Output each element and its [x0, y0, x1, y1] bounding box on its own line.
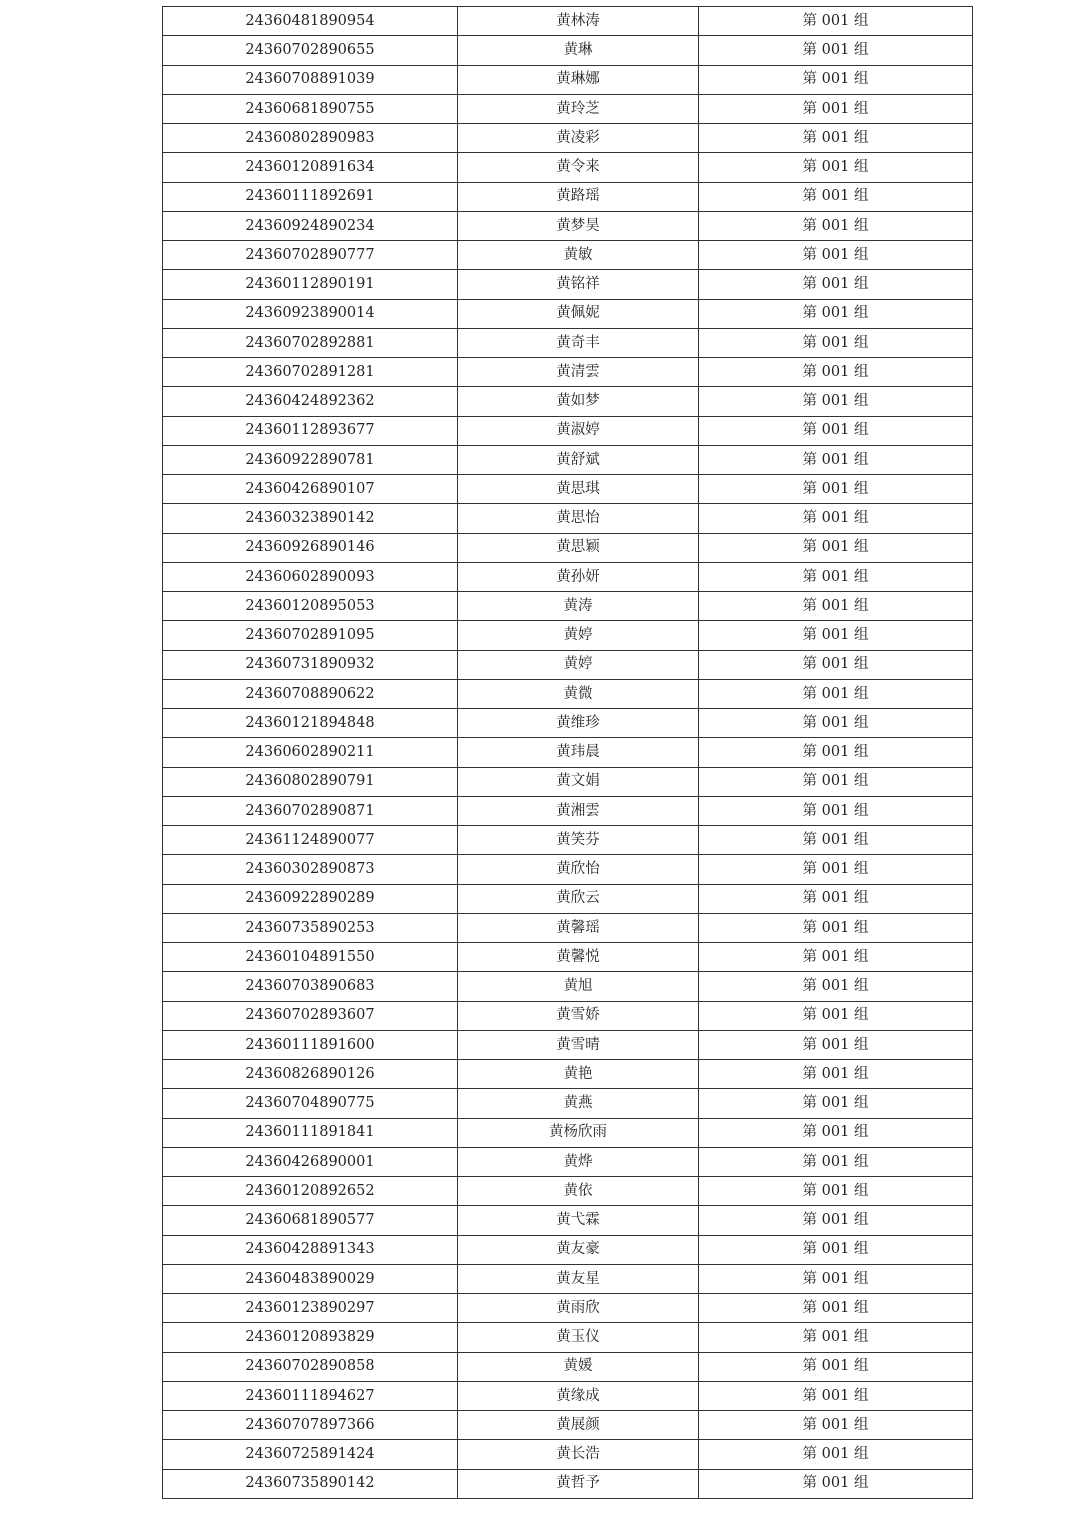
- table-row: [163, 1352, 973, 1381]
- group-cell: 第 001 组: [699, 153, 973, 182]
- table-row: [163, 621, 973, 650]
- candidate-name-cell: 黄馨瑶: [458, 913, 699, 942]
- group-cell: 第 001 组: [699, 387, 973, 416]
- candidate-name-cell: 黄敏: [458, 241, 699, 270]
- group-cell: 第 001 组: [699, 650, 973, 679]
- candidate-id-cell: 24360302890873: [163, 855, 458, 884]
- group-cell: 第 001 组: [699, 475, 973, 504]
- candidate-id-cell: 24360923890014: [163, 299, 458, 328]
- group-cell: 第 001 组: [699, 504, 973, 533]
- table-row: [163, 1147, 973, 1176]
- candidate-id-cell: 24360926890146: [163, 533, 458, 562]
- table-row: [163, 1177, 973, 1206]
- candidate-name-cell: 黄依: [458, 1177, 699, 1206]
- group-cell: 第 001 组: [699, 7, 973, 36]
- roster-table-body: [163, 7, 973, 1499]
- group-cell: 第 001 组: [699, 884, 973, 913]
- candidate-id-cell: 24360702890871: [163, 796, 458, 825]
- candidate-name-cell: 黄孙妍: [458, 562, 699, 591]
- candidate-id-cell: 24360323890142: [163, 504, 458, 533]
- table-row: [163, 1060, 973, 1089]
- candidate-name-cell: 黄微: [458, 679, 699, 708]
- group-cell: 第 001 组: [699, 562, 973, 591]
- candidate-id-cell: 24360426890001: [163, 1147, 458, 1176]
- table-row: [163, 1411, 973, 1440]
- group-cell: 第 001 组: [699, 1235, 973, 1264]
- group-cell: 第 001 组: [699, 738, 973, 767]
- table-row: [163, 241, 973, 270]
- group-cell: 第 001 组: [699, 709, 973, 738]
- candidate-name-cell: 黄弋霖: [458, 1206, 699, 1235]
- table-row: [163, 299, 973, 328]
- table-row: [163, 1323, 973, 1352]
- candidate-id-cell: 24360922890781: [163, 445, 458, 474]
- table-row: [163, 36, 973, 65]
- candidate-name-cell: 黄舒斌: [458, 445, 699, 474]
- candidate-id-cell: 24360704890775: [163, 1089, 458, 1118]
- group-cell: 第 001 组: [699, 182, 973, 211]
- candidate-name-cell: 黄琳娜: [458, 65, 699, 94]
- candidate-name-cell: 黄雪娇: [458, 1001, 699, 1030]
- candidate-name-cell: 黄琳: [458, 36, 699, 65]
- group-cell: 第 001 组: [699, 1030, 973, 1059]
- table-row: [163, 358, 973, 387]
- group-cell: 第 001 组: [699, 358, 973, 387]
- candidate-id-cell: 24360428891343: [163, 1235, 458, 1264]
- table-row: [163, 943, 973, 972]
- table-row: [163, 94, 973, 123]
- candidate-id-cell: 24360481890954: [163, 7, 458, 36]
- candidate-id-cell: 24360112890191: [163, 270, 458, 299]
- table-row: [163, 7, 973, 36]
- group-cell: 第 001 组: [699, 1177, 973, 1206]
- candidate-name-cell: 黄铭祥: [458, 270, 699, 299]
- candidate-id-cell: 24360731890932: [163, 650, 458, 679]
- table-row: [163, 153, 973, 182]
- candidate-name-cell: 黄维珍: [458, 709, 699, 738]
- candidate-name-cell: 黄馨悦: [458, 943, 699, 972]
- candidate-name-cell: 黄奇丰: [458, 328, 699, 357]
- candidate-id-cell: 24360602890093: [163, 562, 458, 591]
- candidate-name-cell: 黄烨: [458, 1147, 699, 1176]
- table-row: [163, 387, 973, 416]
- candidate-id-cell: 24360702891095: [163, 621, 458, 650]
- group-cell: 第 001 组: [699, 241, 973, 270]
- candidate-name-cell: 黄艳: [458, 1060, 699, 1089]
- candidate-id-cell: 24360111891600: [163, 1030, 458, 1059]
- candidate-name-cell: 黄笑芬: [458, 826, 699, 855]
- table-row: [163, 562, 973, 591]
- table-row: [163, 592, 973, 621]
- table-row: [163, 1469, 973, 1498]
- candidate-id-cell: 24360924890234: [163, 211, 458, 240]
- candidate-id-cell: 24360702891281: [163, 358, 458, 387]
- candidate-id-cell: 24360123890297: [163, 1294, 458, 1323]
- candidate-id-cell: 24360826890126: [163, 1060, 458, 1089]
- table-row: [163, 767, 973, 796]
- group-cell: 第 001 组: [699, 124, 973, 153]
- table-row: [163, 1001, 973, 1030]
- document-page: [162, 6, 972, 1499]
- table-row: [163, 709, 973, 738]
- candidate-id-cell: 24360735890142: [163, 1469, 458, 1498]
- table-row: [163, 1264, 973, 1293]
- candidate-name-cell: 黄林涛: [458, 7, 699, 36]
- candidate-name-cell: 黄涛: [458, 592, 699, 621]
- candidate-id-cell: 24360702893607: [163, 1001, 458, 1030]
- table-row: [163, 475, 973, 504]
- table-row: [163, 270, 973, 299]
- candidate-name-cell: 黄欣怡: [458, 855, 699, 884]
- group-cell: 第 001 组: [699, 1294, 973, 1323]
- candidate-name-cell: 黄友豪: [458, 1235, 699, 1264]
- candidate-id-cell: 24360111894627: [163, 1381, 458, 1410]
- group-cell: 第 001 组: [699, 796, 973, 825]
- candidate-id-cell: 24360112893677: [163, 416, 458, 445]
- candidate-id-cell: 24360120895053: [163, 592, 458, 621]
- table-row: [163, 826, 973, 855]
- group-cell: 第 001 组: [699, 1352, 973, 1381]
- group-cell: 第 001 组: [699, 1118, 973, 1147]
- group-cell: 第 001 组: [699, 855, 973, 884]
- candidate-name-cell: 黄玮晨: [458, 738, 699, 767]
- table-row: [163, 124, 973, 153]
- candidate-name-cell: 黄展颜: [458, 1411, 699, 1440]
- group-cell: 第 001 组: [699, 1381, 973, 1410]
- candidate-id-cell: 24360735890253: [163, 913, 458, 942]
- candidate-id-cell: 24360111891841: [163, 1118, 458, 1147]
- candidate-name-cell: 黄玲芝: [458, 94, 699, 123]
- table-row: [163, 328, 973, 357]
- group-cell: 第 001 组: [699, 1060, 973, 1089]
- group-cell: 第 001 组: [699, 1089, 973, 1118]
- group-cell: 第 001 组: [699, 943, 973, 972]
- table-row: [163, 1440, 973, 1469]
- table-row: [163, 1235, 973, 1264]
- table-row: [163, 211, 973, 240]
- group-cell: 第 001 组: [699, 416, 973, 445]
- candidate-id-cell: 24360725891424: [163, 1440, 458, 1469]
- table-row: [163, 738, 973, 767]
- group-cell: 第 001 组: [699, 94, 973, 123]
- group-cell: 第 001 组: [699, 1001, 973, 1030]
- group-cell: 第 001 组: [699, 767, 973, 796]
- group-cell: 第 001 组: [699, 1440, 973, 1469]
- group-cell: 第 001 组: [699, 270, 973, 299]
- group-cell: 第 001 组: [699, 1323, 973, 1352]
- table-row: [163, 796, 973, 825]
- candidate-name-cell: 黄玉仪: [458, 1323, 699, 1352]
- table-row: [163, 1118, 973, 1147]
- candidate-name-cell: 黄杨欣雨: [458, 1118, 699, 1147]
- table-row: [163, 913, 973, 942]
- group-cell: 第 001 组: [699, 1469, 973, 1498]
- table-row: [163, 1089, 973, 1118]
- candidate-name-cell: 黄雨欣: [458, 1294, 699, 1323]
- candidate-name-cell: 黄雪晴: [458, 1030, 699, 1059]
- candidate-id-cell: 24360702890655: [163, 36, 458, 65]
- candidate-name-cell: 黄令来: [458, 153, 699, 182]
- candidate-id-cell: 24360424892362: [163, 387, 458, 416]
- candidate-name-cell: 黄媛: [458, 1352, 699, 1381]
- candidate-id-cell: 24360120893829: [163, 1323, 458, 1352]
- group-cell: 第 001 组: [699, 972, 973, 1001]
- candidate-id-cell: 24360708890622: [163, 679, 458, 708]
- candidate-id-cell: 24360702890858: [163, 1352, 458, 1381]
- candidate-name-cell: 黄路瑶: [458, 182, 699, 211]
- candidate-id-cell: 24360708891039: [163, 65, 458, 94]
- group-cell: 第 001 组: [699, 211, 973, 240]
- group-cell: 第 001 组: [699, 36, 973, 65]
- candidate-name-cell: 黄婷: [458, 650, 699, 679]
- candidate-name-cell: 黄淑婷: [458, 416, 699, 445]
- table-row: [163, 416, 973, 445]
- candidate-id-cell: 24360120891634: [163, 153, 458, 182]
- candidate-name-cell: 黄旭: [458, 972, 699, 1001]
- candidate-id-cell: 24360120892652: [163, 1177, 458, 1206]
- group-cell: 第 001 组: [699, 621, 973, 650]
- candidate-name-cell: 黄燕: [458, 1089, 699, 1118]
- candidate-id-cell: 24360104891550: [163, 943, 458, 972]
- group-cell: 第 001 组: [699, 679, 973, 708]
- group-cell: 第 001 组: [699, 592, 973, 621]
- candidate-name-cell: 黄缘成: [458, 1381, 699, 1410]
- candidate-name-cell: 黄文娟: [458, 767, 699, 796]
- table-row: [163, 1206, 973, 1235]
- table-row: [163, 855, 973, 884]
- candidate-id-cell: 24360121894848: [163, 709, 458, 738]
- candidate-name-cell: 黄友星: [458, 1264, 699, 1293]
- group-cell: 第 001 组: [699, 1206, 973, 1235]
- table-row: [163, 972, 973, 1001]
- candidate-id-cell: 24360802890791: [163, 767, 458, 796]
- group-cell: 第 001 组: [699, 533, 973, 562]
- group-cell: 第 001 组: [699, 299, 973, 328]
- table-row: [163, 1294, 973, 1323]
- group-cell: 第 001 组: [699, 1147, 973, 1176]
- candidate-id-cell: 24360602890211: [163, 738, 458, 767]
- candidate-name-cell: 黄思琪: [458, 475, 699, 504]
- group-cell: 第 001 组: [699, 1264, 973, 1293]
- table-row: [163, 679, 973, 708]
- candidate-name-cell: 黄思颖: [458, 533, 699, 562]
- candidate-id-cell: 24360802890983: [163, 124, 458, 153]
- candidate-name-cell: 黄长浩: [458, 1440, 699, 1469]
- candidate-id-cell: 24360426890107: [163, 475, 458, 504]
- group-cell: 第 001 组: [699, 826, 973, 855]
- group-cell: 第 001 组: [699, 913, 973, 942]
- candidate-name-cell: 黄湘雲: [458, 796, 699, 825]
- candidate-name-cell: 黄佩妮: [458, 299, 699, 328]
- table-row: [163, 65, 973, 94]
- group-cell: 第 001 组: [699, 328, 973, 357]
- group-cell: 第 001 组: [699, 445, 973, 474]
- table-row: [163, 884, 973, 913]
- table-row: [163, 533, 973, 562]
- table-row: [163, 1030, 973, 1059]
- candidate-name-cell: 黄凌彩: [458, 124, 699, 153]
- candidate-name-cell: 黄思怡: [458, 504, 699, 533]
- candidate-name-cell: 黄哲予: [458, 1469, 699, 1498]
- roster-table: [162, 6, 973, 1499]
- candidate-id-cell: 24360702892881: [163, 328, 458, 357]
- candidate-id-cell: 24360703890683: [163, 972, 458, 1001]
- candidate-id-cell: 24360922890289: [163, 884, 458, 913]
- candidate-name-cell: 黄欣云: [458, 884, 699, 913]
- candidate-id-cell: 24360681890577: [163, 1206, 458, 1235]
- candidate-id-cell: 24361124890077: [163, 826, 458, 855]
- table-row: [163, 445, 973, 474]
- candidate-id-cell: 24360702890777: [163, 241, 458, 270]
- candidate-id-cell: 24360707897366: [163, 1411, 458, 1440]
- table-row: [163, 650, 973, 679]
- candidate-id-cell: 24360681890755: [163, 94, 458, 123]
- candidate-name-cell: 黄梦昊: [458, 211, 699, 240]
- candidate-id-cell: 24360111892691: [163, 182, 458, 211]
- table-row: [163, 504, 973, 533]
- table-row: [163, 1381, 973, 1410]
- candidate-id-cell: 24360483890029: [163, 1264, 458, 1293]
- group-cell: 第 001 组: [699, 65, 973, 94]
- candidate-name-cell: 黄清雲: [458, 358, 699, 387]
- table-row: [163, 182, 973, 211]
- candidate-name-cell: 黄婷: [458, 621, 699, 650]
- group-cell: 第 001 组: [699, 1411, 973, 1440]
- candidate-name-cell: 黄如梦: [458, 387, 699, 416]
